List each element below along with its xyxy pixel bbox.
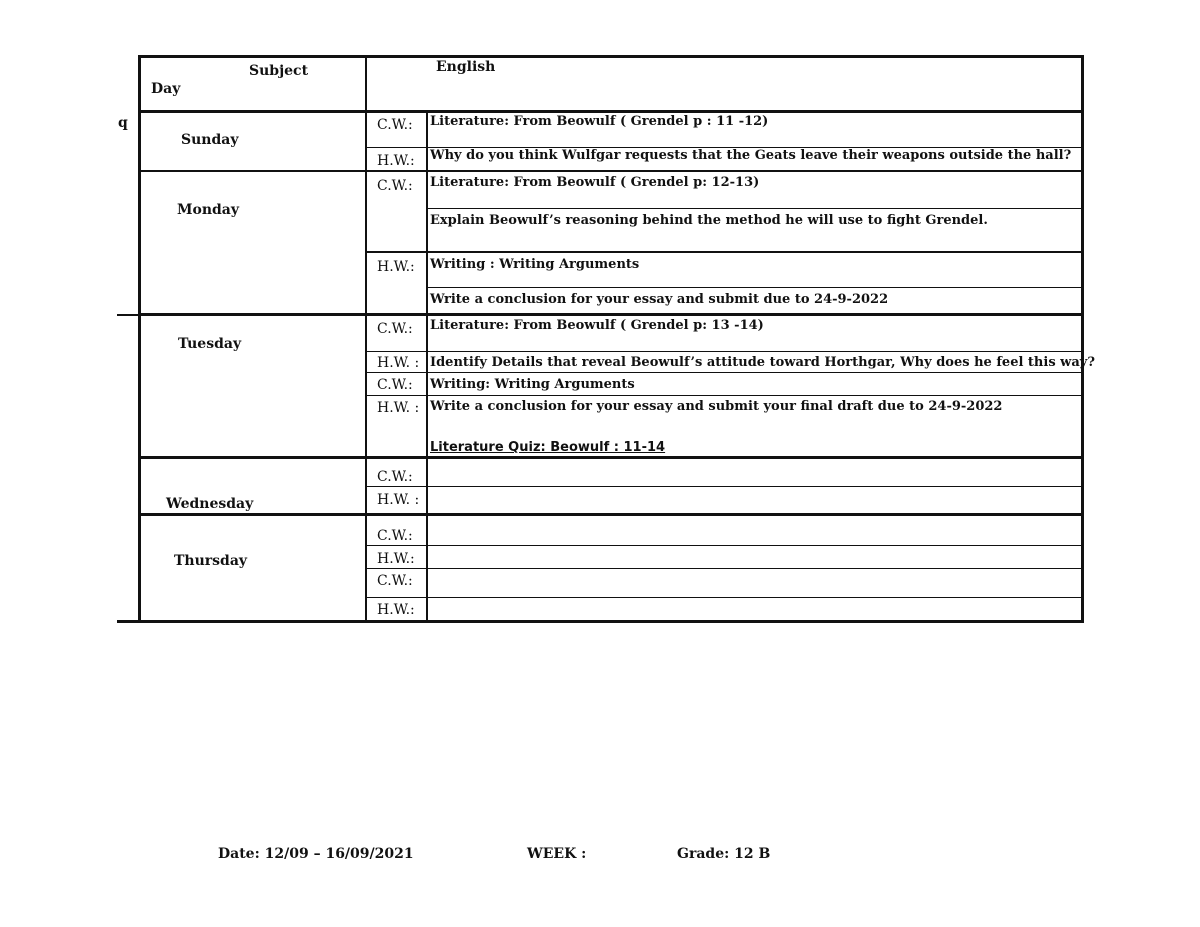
footer-grade: Grade: 12 B [677, 846, 771, 862]
cw-label: C.W.: [377, 528, 413, 544]
cw-label: C.W.: [377, 377, 413, 393]
sunday-classwork: Literature: From Beowulf ( Grendel p : 11 -12) [430, 114, 769, 129]
cw-label: C.W.: [377, 321, 413, 337]
day-monday: Monday [177, 202, 240, 218]
monday-homework-title: Writing : Writing Arguments [430, 257, 640, 272]
monday-classwork-task: Explain Beowulf’s reasoning behind the method he will use to fight Grendel. [430, 213, 988, 228]
row-divider [365, 351, 1084, 352]
day-divider [138, 313, 1084, 316]
day-divider [138, 170, 1084, 172]
column-divider-day [365, 55, 367, 623]
hw-label: H.W.: [377, 551, 415, 567]
day-sunday: Sunday [181, 132, 239, 148]
row-divider [426, 208, 1084, 209]
row-divider [365, 372, 1084, 373]
margin-mark: q [118, 115, 128, 131]
table-border-bottom [117, 620, 1084, 623]
hw-label: H.W.: [377, 259, 415, 275]
row-divider [365, 395, 1084, 396]
tuesday-homework-writing: Write a conclusion for your essay and submit your final draft due to 24-9-2022 [430, 399, 1003, 414]
row-divider [365, 568, 1084, 569]
cw-label: C.W.: [377, 178, 413, 194]
tuesday-classwork-writing: Writing: Writing Arguments [430, 377, 635, 392]
cw-label: C.W.: [377, 573, 413, 589]
hw-label: H.W.: [377, 153, 415, 169]
hw-label: H.W. : [377, 355, 420, 371]
cw-label: C.W.: [377, 469, 413, 485]
monday-homework-task: Write a conclusion for your essay and submit due to 24-9-2022 [430, 292, 889, 307]
hw-label: H.W. : [377, 492, 420, 508]
hw-label: H.W. : [377, 400, 420, 416]
table-border-top [138, 55, 1084, 58]
tuesday-quiz: Literature Quiz: Beowulf : 11-14 [430, 440, 666, 455]
row-divider [365, 251, 1084, 253]
day-divider [138, 456, 1084, 459]
row-divider [426, 287, 1084, 288]
sunday-homework: Why do you think Wulfgar requests that the Geats leave their weapons outside the hall? [430, 148, 1072, 163]
monday-classwork-title: Literature: From Beowulf ( Grendel p: 12-13) [430, 175, 760, 190]
tuesday-classwork-title: Literature: From Beowulf ( Grendel p: 13 -14) [430, 318, 764, 333]
footer-week: WEEK : [527, 846, 587, 862]
column-divider-label [426, 111, 428, 623]
row-divider [365, 545, 1084, 546]
day-wednesday: Wednesday [166, 496, 254, 512]
day-label: Day [151, 81, 181, 97]
row-divider [365, 597, 1084, 598]
day-thursday: Thursday [174, 553, 248, 569]
row-divider [365, 486, 1084, 487]
cw-label: C.W.: [377, 117, 413, 133]
hw-label: H.W.: [377, 602, 415, 618]
day-tuesday: Tuesday [178, 336, 242, 352]
header-divider [138, 110, 1084, 113]
day-divider [138, 513, 1084, 516]
table-border-right [1081, 55, 1084, 623]
footer-date: Date: 12/09 – 16/09/2021 [218, 846, 414, 862]
subject-label: Subject [249, 63, 309, 79]
table-border-left [138, 55, 141, 623]
tuesday-homework-task: Identify Details that reveal Beowulf’s attitude toward Horthgar, Why does he feel this way? [430, 355, 1095, 370]
subject-value: English [436, 59, 496, 75]
